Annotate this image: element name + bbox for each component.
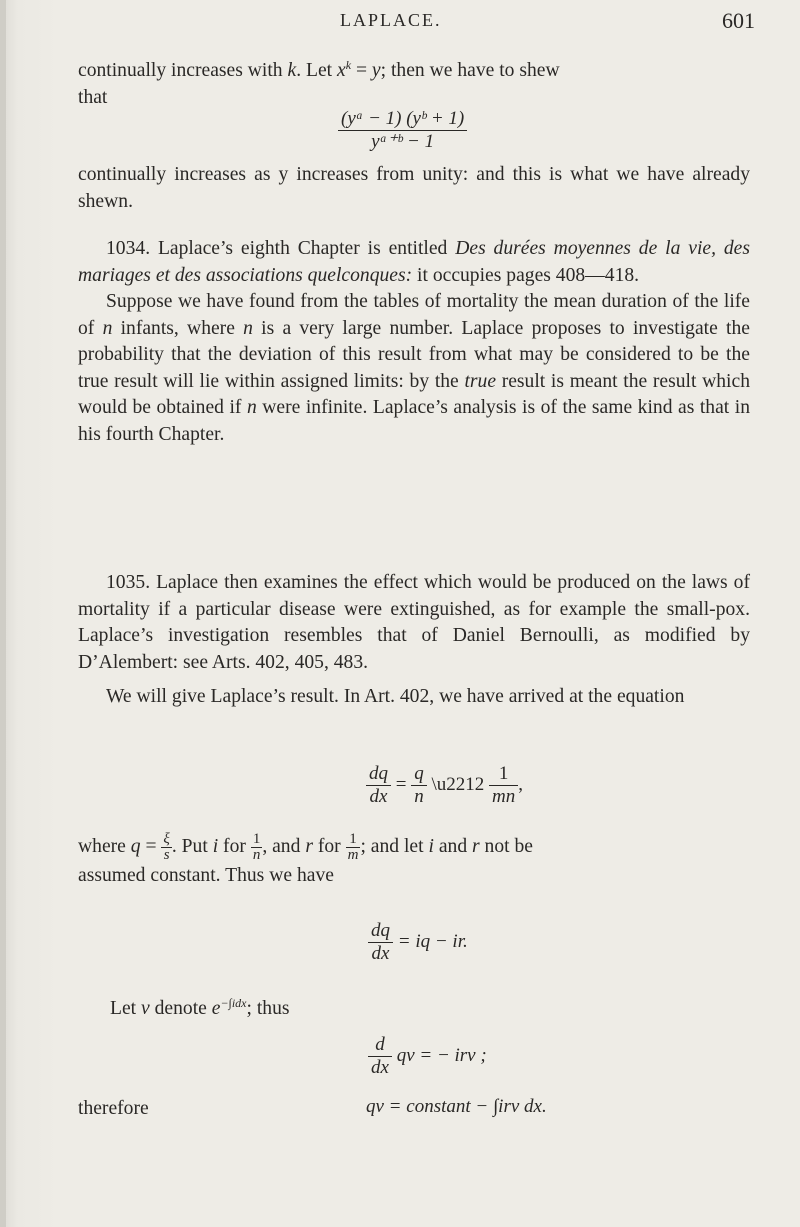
article-1035: 1035. Laplace then examines the effect which would be produced on the laws of mortality if a particular disease were extinguished, as for example the small-pox. Laplace’s investigation resembles that of Daniel Bernoulli, as modified by D’Alembert: see Arts. 402, 405, 483. We will give Laplace’s result. In Art. 402, we have arrived at the equation [78, 572, 750, 707]
equation-qv-constant: qv = constant − ∫irv dx. [366, 1096, 547, 1117]
therefore-word: therefore [78, 1098, 149, 1119]
equation-fraction-top: $\frac{\text{(yᵃ − 1) (yᵇ + 1)}}{\text{yᵃ⁺ᵇ − 1}}$ [338, 108, 467, 153]
running-head [0, 6, 800, 36]
where-paragraph: where q = $\frac{\xi}{s}$ . Put i for $\frac{1}{n}$ , and r for $\frac{1}{m}$ ; and let i and r not be assumed constant. Thus we have [78, 831, 533, 886]
paragraph-after-equation: continually increases as y increases from unity: and this is what we have already shewn. [78, 164, 750, 212]
article-number: 1035. [106, 572, 151, 593]
let-v-line: Let v denote $e^{-\int idx}$; thus [110, 996, 290, 1019]
equation-dq-dx: $\frac{dq}{dx}$ = $\frac{q}{n}$ \u2212 $\frac{1}{mn}$ , [366, 763, 523, 808]
equation-dq-dx-iq: $\frac{dq}{dx}$ = iq − ir. [368, 920, 468, 965]
running-head-title: LAPLACE. [340, 10, 442, 30]
equation-d-dx-qv: $\frac{d}{dx}$ qv = − irv ; [368, 1034, 487, 1079]
page-number: 601 [722, 8, 755, 33]
page-binding-edge [0, 0, 6, 1227]
article-number: 1034. [106, 238, 151, 259]
article-1034: 1034. Laplace’s eighth Chapter is entitled Des durées moyennes de la vie, des mariages et des associations quelconques: it occupies pages 408—418. Suppose we have found from the tables of mortality the mean duration of the life of n infants, where n is a very large number. Laplace proposes to investigate the probability that the deviation of this result from what may be considered to be the true result will lie within assigned limits: by the true result is meant the result which would be obtained if n were infinite. Laplace’s analysis is of the same kind as that in his fourth Chapter. [78, 238, 750, 445]
intro-paragraph: continually increases with k. Let $x^k = y$; then we have to shew that [78, 58, 560, 108]
chapter-title: Des durées moyennes de la vie, des mariages et des associations quelconques: [78, 238, 750, 286]
